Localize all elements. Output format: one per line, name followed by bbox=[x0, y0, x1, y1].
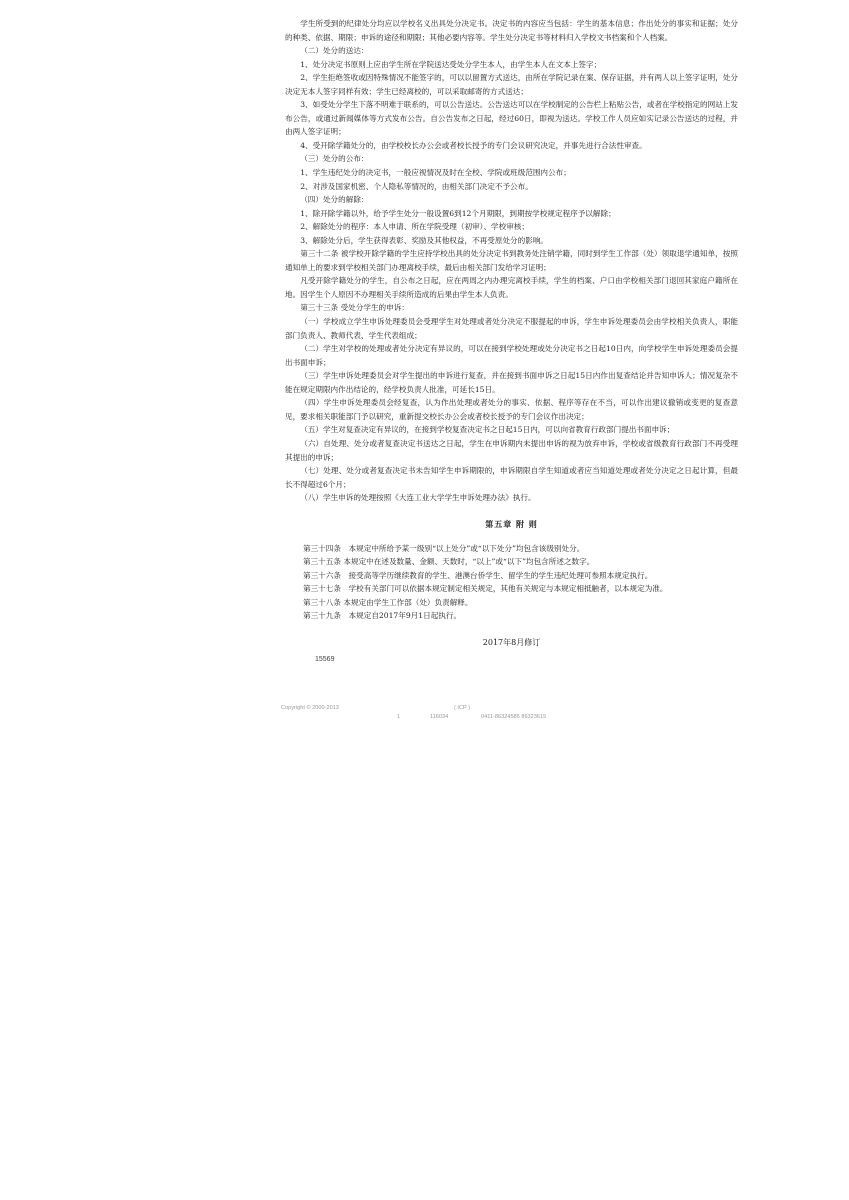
regulation-paragraph: （三）学生申诉处理委员会对学生提出的申诉进行复查，并在接到书面申诉之日起15日内作出复查结论并告知申诉人；情况复杂不能在规定期限内作出结论的，经学校负责人批准，可延长15日。 bbox=[285, 371, 738, 394]
regulation-paragraph: 第三十二条 被学校开除学籍的学生应持学校出具的处分决定书到教务处注销学籍，同时到学生工作部（处）领取退学通知单，按照通知单上的要求到学校相关部门办理离校手续，最后由相关部门发给学习证明； bbox=[285, 249, 738, 272]
regulation-paragraph: 2、学生拒绝签收或因特殊情况不能签字的，可以以留置方式送达，由所在学院记录在案、保存证据，并有两人以上签字证明，处分决定无本人签字同样有效；学生已经离校的，可以采取邮寄的方式送达； bbox=[285, 73, 738, 96]
annex-article: 第三十五条 本规定中在述及数量、金额、天数时，“以上”或“以下”均包含所述之数字。 bbox=[303, 557, 595, 567]
regulation-paragraph: 1、除开除学籍以外，给予学生处分一般设置6到12个月期限，到期按学校规定程序予以解除； bbox=[300, 208, 616, 218]
regulation-paragraph: 1、处分决定书原则上应由学生所在学院送达受处分学生本人，由学生本人在文本上签字； bbox=[300, 59, 602, 69]
regulation-paragraph: 凡受开除学籍处分的学生，自公布之日起，应在两周之内办理完离校手续，学生的档案、户口由学校相关部门退回其家庭户籍所在地。因学生个人原因不办理相关手续所造成的后果由学生本人负责。 bbox=[285, 276, 738, 299]
regulation-paragraph: 3、如受处分学生下落不明难于联系的，可以公告送达。公告送达可以在学校制定的公告栏上粘贴公告，或者在学校指定的网站上发布公告，或通过新闻媒体等方式发布公告。自公告发布之日起，经过60日，即视为送达。学校工作人员应如实记录公告送达的过程，并由两人签字证明； bbox=[285, 100, 738, 137]
annex-article: 第三十九条 本规定自2017年9月1日起执行。 bbox=[303, 611, 462, 621]
annex-article: 第三十七条 学校有关部门可以依据本规定制定相关规定，其他有关规定与本规定相抵触者，以本规定为准。 bbox=[303, 584, 668, 594]
regulation-paragraph: （五）学生对复查决定有异议的，在接到学校复查决定书之日起15日内，可以向省教育行政部门提出书面申诉； bbox=[300, 425, 675, 435]
footer-page-number: 1 bbox=[397, 714, 401, 720]
regulation-paragraph: 学生所受到的纪律处分均应以学校名义出具处分决定书。决定书的内容应当包括：学生的基本信息；作出处分的事实和证据；处分的种类、依据、期限；申诉的途径和期限；其他必要内容等。学生处分决定书等材料归入学校文书档案和个人档案。 bbox=[285, 19, 738, 42]
regulation-paragraph: 3、解除处分后，学生获得表彰、奖励及其他权益，不再受原处分的影响。 bbox=[300, 235, 549, 245]
chapter-title: 第五章 附 则 bbox=[485, 518, 538, 529]
regulation-paragraph: （六）自处理、处分或者复查决定书送达之日起，学生在申诉期内未提出申诉的视为放弃申诉，学校或省级教育行政部门不再受理其提出的申诉； bbox=[285, 438, 738, 462]
regulation-paragraph: （八）学生申诉的处理按照《大连工业大学学生申诉处理办法》执行。 bbox=[300, 493, 536, 503]
regulation-paragraph: （三）处分的公布： bbox=[300, 154, 369, 164]
revision-date: 2017年8月修订 bbox=[482, 637, 541, 647]
annex-articles bbox=[285, 542, 738, 623]
regulation-paragraph: 2、对涉及国家机密、个人隐私等情况的，由相关部门决定不予公布。 bbox=[300, 181, 533, 191]
regulation-body bbox=[285, 17, 738, 505]
regulation-paragraph: 1、学生违纪处分的决定书，一般应视情况及时在全校、学院或班级范围内公布； bbox=[300, 168, 571, 178]
view-count: 15569 bbox=[315, 656, 335, 663]
regulation-paragraph: （四）处分的解除： bbox=[300, 195, 369, 205]
regulation-paragraph: （一）学校成立学生申诉处理委员会受理学生对处理或者处分决定不服提起的申诉，学生申诉处理委员会由学校相关负责人，职能部门负责人、教师代表、学生代表组成； bbox=[285, 317, 738, 340]
regulation-paragraph: 2、解除处分的程序：本人申请、所在学院受理（初审）、学校审核； bbox=[300, 222, 530, 232]
annex-article: 第三十八条 本规定由学生工作部（处）负责解释。 bbox=[303, 597, 473, 607]
annex-article: 第三十六条 接受高等学历继续教育的学生、港澳台侨学生、留学生的学生违纪处理可参照本规定执行。 bbox=[303, 570, 653, 580]
footer-postcode: 116034 bbox=[430, 714, 449, 720]
footer-icp[interactable]: ( ICP ) bbox=[454, 705, 471, 711]
regulation-paragraph: （四）学生申诉处理委员会经复查，认为作出处理或者处分的事实、依据、程序等存在不当，可以作出建议撤销或变更的复查意见，要求相关职能部门予以研究，重新提交校长办公会或者校长授予的专门会议作出决定； bbox=[285, 398, 738, 421]
regulation-paragraph: （二）处分的送达： bbox=[300, 46, 369, 56]
regulation-paragraph: 第三十三条 受处分学生的申诉： bbox=[300, 303, 409, 313]
regulation-paragraph: （七）处理、处分或者复查决定书未告知学生申诉期限的，申诉期限自学生知道或者应当知道处理或者处分决定之日起计算，但最长不得超过6个月； bbox=[285, 466, 738, 489]
annex-article: 第三十四条 本规定中所给予某一级别“以上处分”或“以下处分”均包含该级别处分。 bbox=[303, 543, 585, 553]
regulation-paragraph: （二）学生对学校的处理或者处分决定有异议的，可以在接到学校处理或处分决定书之日起10日内，向学校学生申诉处理委员会提出书面申诉； bbox=[285, 344, 738, 367]
article-body bbox=[285, 17, 738, 648]
footer-copyright: Copyright © 2000-2013 bbox=[281, 705, 339, 711]
regulation-paragraph: 4、受开除学籍处分的，由学校校长办公会或者校长授予的专门会议研究决定，并事先进行合法性审查。 bbox=[300, 140, 647, 150]
footer-phone: 0411-86324585 86323615 bbox=[481, 714, 547, 720]
